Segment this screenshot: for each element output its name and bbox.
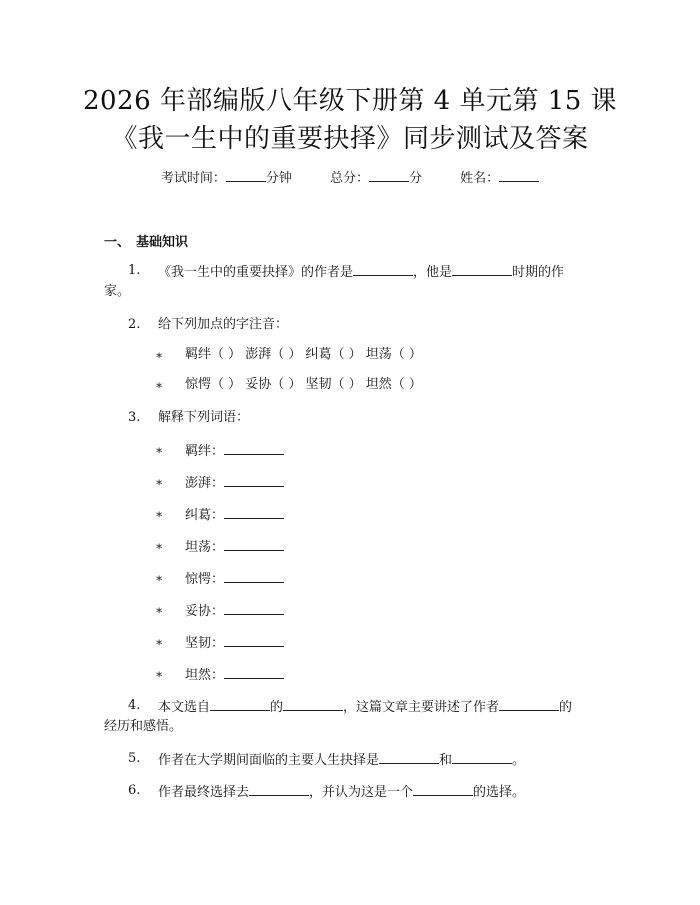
question-number: 2. [128,317,141,332]
q4-text-e: 经历和感悟。 [104,719,183,734]
q3-word: 羁绊： [185,444,225,459]
q3-word: 惊愕： [185,572,225,587]
section-number: 一、 [104,235,131,250]
score-unit: 分 [409,171,423,186]
name-blank [499,168,539,182]
q1-text-d: 家。 [104,284,131,299]
q3-blank [224,505,284,519]
q3-blank [224,569,284,583]
q3-blank [224,665,284,679]
q4-text-d: 的 [559,700,573,715]
bullet-icon: ∗ [155,603,164,617]
q3-blank [224,601,284,615]
bullet-icon: ∗ [155,475,164,489]
q5-text-c: 。 [512,753,526,768]
q6-text-b: ，并认为这是一个 [309,785,414,800]
bullet-icon: ∗ [155,507,164,521]
time-label: 考试时间： [160,171,226,186]
bullet-icon: ∗ [155,667,164,681]
q4-text-c: ，这篇文章主要讲述了作者 [343,700,500,715]
q4-text-a: 本文选自 [158,700,211,715]
q5-blank-2 [452,750,512,764]
q1-text-a: 《我一生中的重要抉择》的作者是 [158,265,354,280]
score-label: 总分： [329,171,369,186]
q3-blank [224,633,284,647]
bullet-icon: ∗ [155,635,164,649]
q3-text: 解释下列词语： [158,410,250,425]
time-unit: 分钟 [265,171,292,186]
q2-text: 给下列加点的字注音： [158,317,289,332]
q4-blank-book [283,697,343,711]
bullet-icon: ∗ [155,539,164,553]
exam-meta [0,168,700,188]
q5-blank-1 [379,750,439,764]
q4-text-b: 的 [270,700,284,715]
q4-blank-source [210,697,270,711]
q1-blank-period [452,262,512,276]
q5-text-b: 和 [439,753,453,768]
q1-text-c: 时期的作 [512,265,565,280]
q3-word: 坦然： [185,668,225,683]
question-number: 4. [128,698,141,713]
q4-blank-experience [499,697,559,711]
q2-row-1-text: 羁绊（ ） 澎湃（ ） 纠葛（ ） 坦荡（ ） [185,347,422,362]
title-line-1: 2026 年部编版八年级下册第 4 单元第 15 课 [82,86,618,116]
q3-word: 纠葛： [185,508,225,523]
score-blank [369,168,409,182]
q3-blank [224,441,284,455]
bullet-icon: ∗ [155,571,164,585]
q2-row-2-text: 惊愕（ ） 妥协（ ） 坚韧（ ） 坦然（ ） [185,377,422,392]
bullet-icon: ∗ [155,378,164,392]
question-number: 6. [128,783,141,798]
section-title: 基础知识 [136,235,189,250]
q3-word: 妥协： [185,604,225,619]
q6-blank-1 [249,782,309,796]
q3-blank [224,473,284,487]
question-number: 5. [128,751,141,766]
title-line-2: 《我一生中的重要抉择》同步测试及答案 [111,124,589,154]
name-label: 姓名： [460,171,500,186]
q5-text-a: 作者在大学期间面临的主要人生抉择是 [158,753,380,768]
q1-blank-author [353,262,413,276]
q6-blank-2 [413,782,473,796]
q6-text-c: 的选择。 [473,785,526,800]
q6-text-a: 作者最终选择去 [158,785,250,800]
q3-word: 澎湃： [185,476,225,491]
q1-text-b: ，他是 [413,265,453,280]
q3-blank [224,537,284,551]
question-number: 1. [128,263,141,278]
bullet-icon: ∗ [155,443,164,457]
q3-word: 坚韧： [185,636,225,651]
bullet-icon: ∗ [155,348,164,362]
time-blank [226,168,266,182]
q3-word: 坦荡： [185,540,225,555]
question-number: 3. [128,410,141,425]
section-heading [104,231,188,250]
